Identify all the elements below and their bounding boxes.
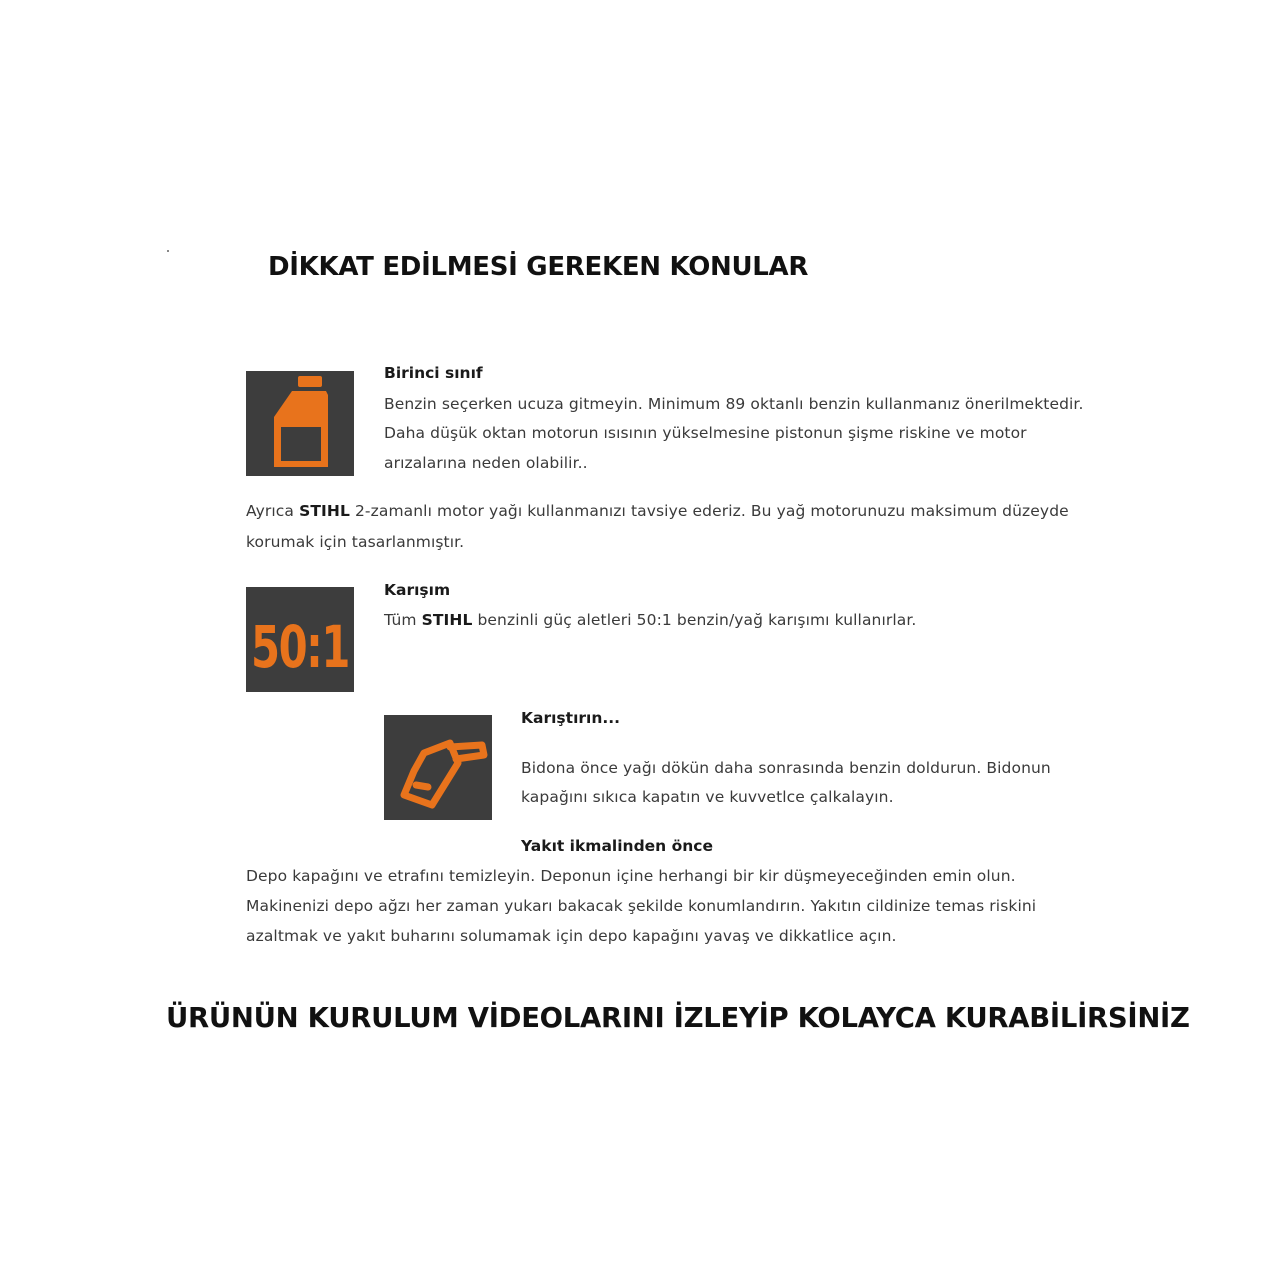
mixing-line-1: Bidona önce yağı dökün daha sonrasında benzin doldurun. Bidonun — [521, 759, 1051, 777]
before-refuel-line-1: Depo kapağını ve etrafını temizleyin. Deponun içine herhangi bir kir düşmeyeceğinden emin olun. — [246, 867, 1016, 885]
first-class-line-3: arızalarına neden olabilir.. — [384, 454, 588, 472]
mixture-title: Karışım — [384, 581, 451, 599]
first-class-title: Birinci sınıf — [384, 364, 483, 382]
before-refuel-line-3: azaltmak ve yakıt buharını solumamak için depo kapağını yavaş ve dikkatlice açın. — [246, 927, 897, 945]
oil-bottle-icon — [246, 371, 354, 476]
mixture-line: Tüm STIHL benzinli güç aletleri 50:1 benzin/yağ karışımı kullanırlar. — [384, 611, 917, 629]
mixing-line-2: kapağını sıkıca kapatın ve kuvvetlce çalkalayın. — [521, 788, 894, 806]
oil-note-line-1: Ayrıca STIHL 2-zamanlı motor yağı kullanmanızı tavsiye ederiz. Bu yağ motorunuzu maksimum düzeyde — [246, 502, 1069, 520]
stray-dot — [167, 250, 169, 252]
ratio-50-1-icon — [246, 587, 354, 692]
fuel-nozzle-icon — [384, 715, 492, 820]
before-refuel-title: Yakıt ikmalinden önce — [521, 837, 714, 855]
page-title: DİKKAT EDİLMESİ GEREKEN KONULAR — [268, 252, 809, 282]
footer-title: ÜRÜNÜN KURULUM VİDEOLARINI İZLEYİP KOLAYCA KURABİLİRSİNİZ — [166, 1002, 1190, 1034]
oil-note-line-2: korumak için tasarlanmıştır. — [246, 533, 465, 551]
ratio-icon-text: 50:1 — [250, 613, 350, 681]
mixing-title: Karıştırın... — [521, 709, 621, 727]
before-refuel-line-2: Makinenizi depo ağzı her zaman yukarı bakacak şekilde konumlandırın. Yakıtın cildinize temas riskini — [246, 897, 1037, 915]
first-class-line-2: Daha düşük oktan motorun ısısının yükselmesine pistonun şişme riskine ve motor — [384, 424, 1027, 442]
first-class-line-1: Benzin seçerken ucuza gitmeyin. Minimum 89 oktanlı benzin kullanmanız önerilmektedir. — [384, 395, 1084, 413]
